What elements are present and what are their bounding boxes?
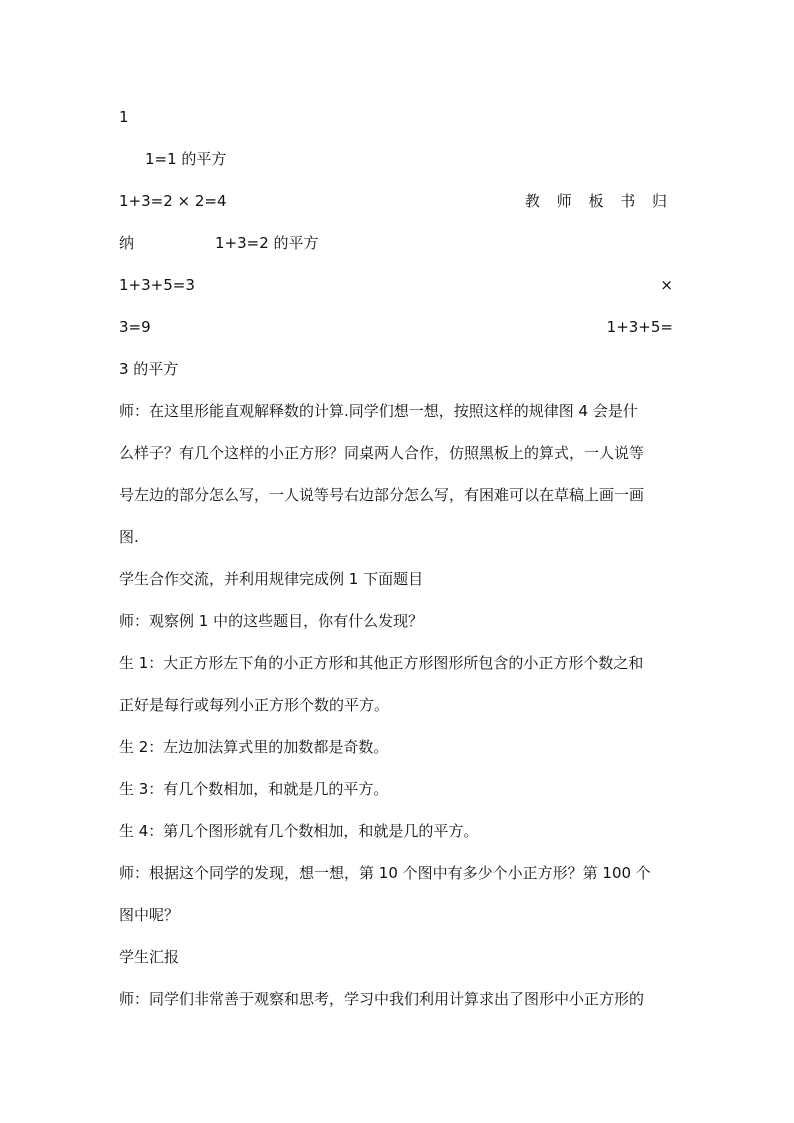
text-line: 1+3=2 的平方 xyxy=(215,234,319,252)
board-note-label: 教 师 板 书 归 xyxy=(524,192,673,210)
text-line: × xyxy=(660,276,673,294)
paragraph-line: 师：观察例 1 中的这些题目，你有什么发现？ xyxy=(119,612,424,630)
paragraph-line: 图中呢？ xyxy=(119,906,180,924)
paragraph-line: 号左边的部分怎么写，一人说等号右边部分怎么写，有困难可以在草稿上画一画 xyxy=(119,486,645,504)
paragraph-line: 生 2：左边加法算式里的加数都是奇数。 xyxy=(119,738,389,756)
paragraph-line: 么样子？有几个这样的小正方形？同桌两人合作，仿照黑板上的算式，一人说等 xyxy=(119,444,645,462)
paragraph-line: 生 1：大正方形左下角的小正方形和其他正方形图形所包含的小正方形个数之和 xyxy=(119,654,644,672)
text-line: 1+3+5=3 xyxy=(119,276,195,294)
paragraph-line: 师：同学们非常善于观察和思考，学习中我们利用计算求出了图形中小正方形的 xyxy=(119,990,645,1008)
text-line: 1=1 的平方 xyxy=(145,150,227,168)
paragraph-line: 正好是每行或每列小正方形个数的平方。 xyxy=(119,696,390,714)
text-line: 3=9 xyxy=(119,318,151,336)
paragraph-line: 图. xyxy=(119,528,139,546)
paragraph-line: 师：根据这个同学的发现，想一想，第 10 个图中有多少个小正方形？第 100 个 xyxy=(119,864,651,882)
paragraph-line: 师：在这里形能直观解释数的计算.同学们想一想，按照这样的规律图 4 会是什 xyxy=(119,402,638,420)
text-line: 1 xyxy=(119,108,129,126)
text-line: 3 的平方 xyxy=(119,360,179,378)
paragraph-line: 学生合作交流，并利用规律完成例 1 下面题目 xyxy=(119,570,424,588)
paragraph-line: 生 3：有几个数相加，和就是几的平方。 xyxy=(119,780,389,798)
paragraph-line: 学生汇报 xyxy=(119,948,180,966)
text-line: 纳 xyxy=(119,234,135,252)
text-line: 1+3+5= xyxy=(606,318,673,336)
text-line: 1+3=2 × 2=4 xyxy=(119,192,227,210)
paragraph-line: 生 4：第几个图形就有几个数相加，和就是几的平方。 xyxy=(119,822,479,840)
